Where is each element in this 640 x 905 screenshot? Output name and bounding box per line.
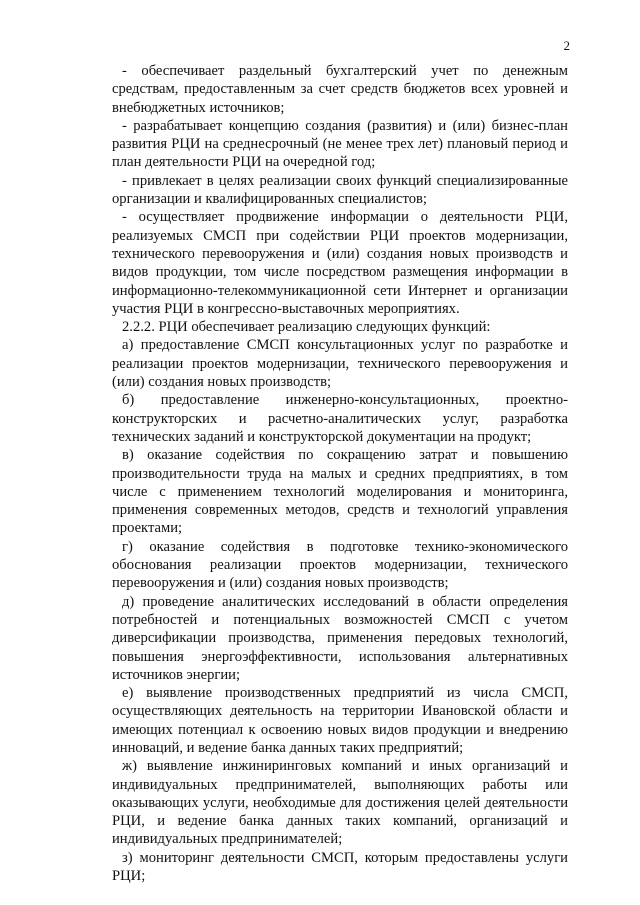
paragraph-section-2-2-2: 2.2.2. РЦИ обеспечивает реализацию следующих функций: (122, 319, 491, 336)
paragraph-promotion: - осуществляет продвижение информации о деятельности РЦИ, реализуемых СМСП при содействии РЦИ проектов модернизации, технического перевооружения и (или) создания новых производств и видов продукции, том числе посредством размещения информации в информационно-телекоммуникационной сети Интернет и организации участия РЦИ в конгрессно-выставочных мероприятиях. (112, 209, 568, 317)
paragraph-item-z: з) мониторинг деятельности СМСП, которым предоставлены услуги РЦИ; (112, 849, 568, 885)
paragraph-item-v: в) оказание содействия по сокращению затрат и повышению производительности труда на малых и средних предприятиях, в том числе с применением технологий моделирования и мониторинга, применения современных методов, средств и технологий управления проектами; (112, 447, 568, 537)
paragraph-item-d: д) проведение аналитических исследований в области определения потребностей и потенциальных возможностей СМСП с учетом диверсификации производства, применения передовых технологий, повышения энергоэффективности, использования альтернативных источников энергии; (112, 593, 568, 683)
paragraph-item-e: е) выявление производственных предприятий из числа СМСП, осуществляющих деятельность на территории Ивановской области и имеющих потенциал к освоению новых видов продукции и внедрению инноваций, и ведение банка данных таких предприятий; (112, 685, 568, 756)
paragraph-item-zh: ж) выявление инжиниринговых компаний и иных организаций и индивидуальных предпринимателей, выполняющих работы или оказывающих услуги, необходимые для достижения целей деятельности РЦИ, и ведение банка данных таких компаний, организаций и индивидуальных предпринимателей; (112, 758, 568, 848)
paragraph-separate-accounting: - обеспечивает раздельный бухгалтерский учет по денежным средствам, предоставленным за счет средств бюджетов всех уровней и внебюджетных источников; (112, 63, 568, 116)
paragraph-item-g: г) оказание содействия в подготовке технико-экономического обоснования реализации проектов модернизации, технического перевооружения и (или) создания новых производств; (112, 538, 568, 592)
paragraph-item-a: а) предоставление СМСП консультационных услуг по разработке и реализации проектов модернизации, технического перевооружения и (или) создания новых производств; (112, 337, 568, 391)
paragraph-development-concept: - разрабатывает концепцию создания (развития) и (или) бизнес-план развития РЦИ на среднесрочный (не менее трех лет) плановый период и план деятельности РЦИ на очередной год; (112, 117, 568, 171)
paragraph-attract-specialists: - привлекает в целях реализации своих функций специализированные организации и квалифицированных специалистов; (112, 172, 568, 208)
page-number: 2 (563, 38, 570, 53)
paragraph-item-b: б) предоставление инженерно-консультационных, проектно-конструкторских и расчетно-аналитических услуг, разработка технических заданий и конструкторской документации на продукт; (112, 392, 568, 445)
document-body (112, 62, 568, 885)
